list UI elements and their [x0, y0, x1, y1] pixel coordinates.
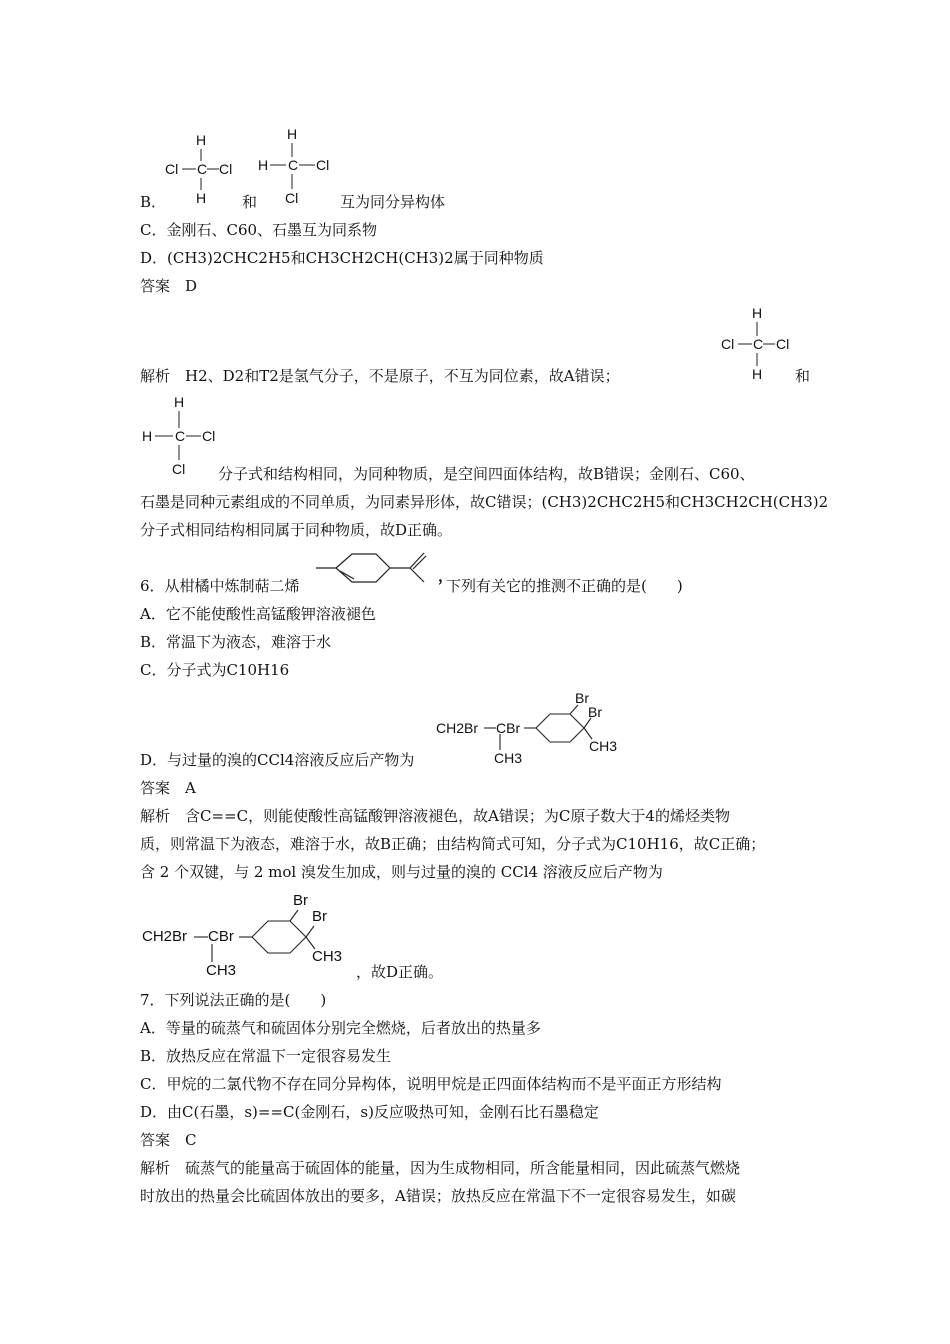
atom-c: C — [288, 157, 299, 173]
atom-h-top: H — [196, 132, 207, 148]
group-br-2: Br — [588, 704, 602, 720]
group-br-1: Br — [293, 892, 308, 909]
q7-stem: 7．下列说法正确的是( ) — [140, 991, 327, 1009]
product-bonds — [436, 688, 626, 768]
atom-cl-bottom: Cl — [172, 461, 186, 477]
tetrabromide-product-structure-explanation — [142, 890, 352, 980]
q5-option-d: D．(CH3)2CHC2H5和CH3CH2CH(CH3)2属于同种物质 — [140, 249, 544, 267]
q5-option-b-and: 和 — [242, 193, 258, 211]
atom-h-top: H — [752, 305, 763, 321]
bond-lines — [256, 124, 336, 209]
dichloromethane-structure-a — [163, 130, 243, 210]
group-ring-ch3: CH3 — [312, 948, 343, 965]
group-cbr: CBr — [208, 928, 234, 945]
q6-explanation-line-2: 质，则常温下为液态，难溶于水，故B正确；由结构简式可知，分子式为C10H16，故C正确； — [140, 835, 766, 853]
q6-stem-prefix: 6．从柑橘中炼制萜二烯 — [140, 577, 300, 595]
dichloromethane-structure-a-explanation — [721, 305, 801, 385]
q5-explanation-line-3: 石墨是同种元素组成的不同单质，为同素异形体，故C错误；(CH3)2CHC2H5和CH3CH2CH(CH3)2 — [140, 493, 829, 511]
bond-lines — [721, 305, 801, 385]
q7-answer: 答案 C — [140, 1131, 197, 1149]
q6-option-b: B．常温下为液态，难溶于水 — [140, 633, 332, 651]
group-br-1: Br — [575, 690, 589, 706]
q6-stem-comma: ， — [438, 567, 454, 585]
group-br-2: Br — [312, 908, 327, 925]
atom-h-bottom: H — [196, 190, 207, 206]
q5-explanation-line-2: 分子式和结构相同，为同种物质，是空间四面体结构，故B错误；金刚石、C60、 — [218, 465, 755, 483]
q6-option-c: C．分子式为C10H16 — [140, 661, 290, 679]
atom-c: C — [197, 161, 208, 177]
tetrabromide-product-structure — [436, 688, 626, 768]
atom-cl-right: Cl — [219, 161, 233, 177]
atom-h-bottom: H — [752, 366, 763, 382]
group-ring-ch3: CH3 — [589, 738, 618, 754]
atom-cl-right: Cl — [316, 157, 330, 173]
q5-explanation-line-1: 解析 H2、D2和T2是氢气分子，不是原子，不互为同位素，故A错误； — [140, 367, 620, 385]
q6-explanation-line-1: 解析 含C==C，则能使酸性高锰酸钾溶液褪色，故A错误；为C原子数大于4的烯烃类物 — [140, 807, 730, 825]
atom-cl-right: Cl — [776, 336, 790, 352]
atom-h-top: H — [174, 394, 185, 410]
atom-h-top: H — [287, 126, 298, 142]
q6-explanation-line-4: ，故D正确。 — [356, 963, 444, 981]
atom-cl-left: Cl — [721, 336, 735, 352]
q6-option-d: D．与过量的溴的CCl4溶液反应后产物为 — [140, 751, 415, 769]
q7-option-b: B．放热反应在常温下一定很容易发生 — [140, 1047, 392, 1065]
atom-cl-bottom: Cl — [285, 190, 299, 206]
group-ch3: CH3 — [494, 750, 523, 766]
q7-explanation-line-2: 时放出的热量会比硫固体放出的要多，A错误；放热反应在常温下不一定很容易发生，如碳 — [140, 1187, 736, 1205]
bond-lines — [142, 393, 222, 478]
group-ch2br: CH2Br — [436, 720, 479, 736]
q6-stem-suffix: 下列有关它的推测不正确的是( ) — [446, 577, 683, 595]
dichloromethane-structure-b — [256, 124, 336, 209]
q6-option-a: A．它不能使酸性高锰酸钾溶液褪色 — [140, 605, 376, 623]
q7-option-a: A．等量的硫蒸气和硫固体分别完全燃烧，后者放出的热量多 — [140, 1019, 541, 1037]
group-ch2br: CH2Br — [142, 928, 188, 945]
product-bonds — [142, 890, 352, 980]
q5-option-b-suffix: 互为同分异构体 — [340, 193, 446, 211]
q7-explanation-line-1: 解析 硫蒸气的能量高于硫固体的能量，因为生成物相同，所含能量相同，因此硫蒸气燃烧 — [140, 1159, 741, 1177]
atom-cl-left: Cl — [165, 161, 179, 177]
terpene-diene-structure — [310, 547, 438, 597]
q5-answer: 答案 D — [140, 277, 198, 295]
group-cbr: CBr — [496, 720, 521, 736]
dichloromethane-structure-b-explanation — [142, 393, 222, 478]
q6-explanation-line-3: 含 2 个双键，与 2 mol 溴发生加成，则与过量的溴的 CCl4 溶液反应后产物为 — [140, 863, 663, 881]
atom-cl-right: Cl — [202, 428, 216, 444]
atom-c: C — [175, 428, 186, 444]
atom-h-left: H — [142, 428, 153, 444]
q5-option-c: C．金刚石、C60、石墨互为同系物 — [140, 221, 378, 239]
q5-option-b-prefix: B． — [140, 193, 167, 211]
q5-explanation-line-4: 分子式相同结构相同属于同种物质，故D正确。 — [140, 521, 453, 539]
atom-c: C — [753, 336, 764, 352]
bond-lines — [163, 130, 243, 210]
q5-explanation-and: 和 — [795, 367, 811, 385]
group-ch3: CH3 — [206, 962, 237, 979]
atom-h-left: H — [258, 157, 269, 173]
q6-answer: 答案 A — [140, 779, 196, 797]
q7-option-d: D．由C(石墨，s)==C(金刚石，s)反应吸热可知，金刚石比石墨稳定 — [140, 1103, 599, 1121]
q7-option-c: C．甲烷的二氯代物不存在同分异构体，说明甲烷是正四面体结构而不是平面正方形结构 — [140, 1075, 722, 1093]
